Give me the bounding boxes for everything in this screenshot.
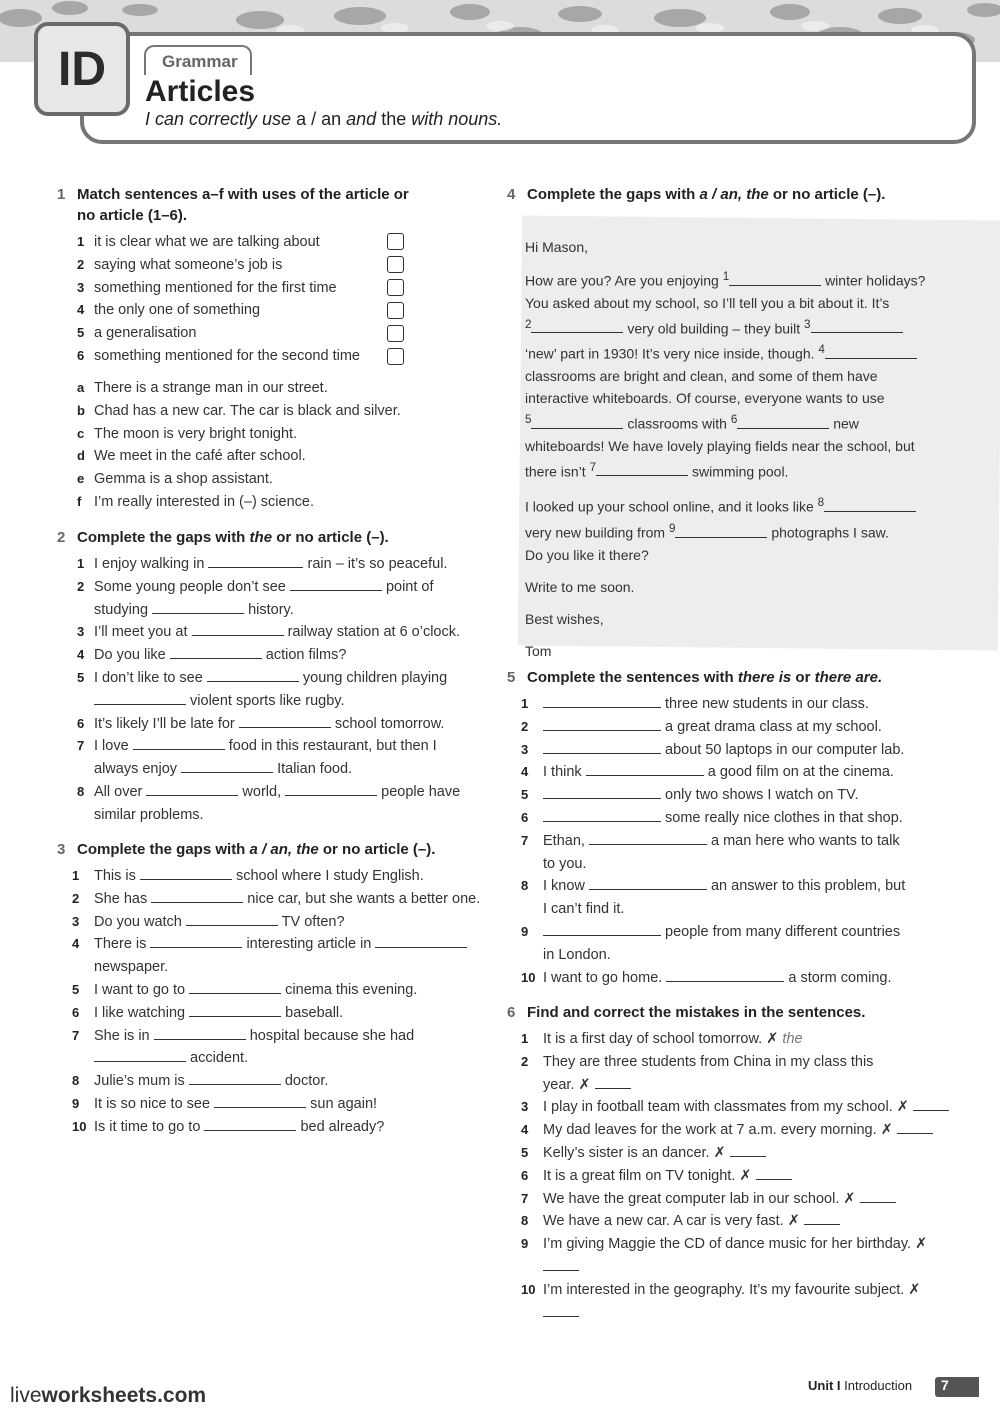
letter-text: Hi Mason, How are you? Are you enjoying $^1$ winter holidays? You asked about my school, so I’ll tell you a bit about it. It’s $^2$ very old building – they built $^3$ ‘new’ part in 1930! It’s very nice inside, though. $^4$ classrooms are bright and clean, and some of them have interactive whiteboards. Of course, everyone wants to use $^5$ classrooms with $^6$ new whiteboards! We have lovely playing fields near the school, but there isn’t $^7$ swimming pool. I looked up your school online, and it looks like $^8$ very new building from $^9$ photographs I saw. Do you like it there? Write to me soon. Best wishes, Tom [525,239,926,659]
gap[interactable] [543,924,661,936]
gap[interactable] [140,868,232,880]
exercise-1-heading: 1 Match sentences a–f with uses of the article or no article (1–6). [57,186,409,224]
gap[interactable] [675,526,767,538]
gap[interactable] [189,1073,281,1085]
gap[interactable] [170,647,262,659]
gap[interactable] [152,602,244,614]
gap[interactable] [543,1259,579,1271]
gap[interactable] [804,1213,840,1225]
gap[interactable] [151,891,243,903]
gap[interactable] [729,274,821,286]
page-number: 7 [935,1377,979,1397]
gap[interactable] [133,738,225,750]
gap[interactable] [189,1005,281,1017]
gap[interactable] [589,878,707,890]
page-subtitle: I can correctly use a / an and the with nouns. [145,109,503,129]
gap[interactable] [154,1028,246,1040]
gap[interactable] [860,1191,896,1203]
answer-box-4[interactable] [387,302,404,319]
gap[interactable] [204,1119,296,1131]
exercise-1-uses: 1 it is clear what we are talking about 2 saying what someone’s job is 3 something mentioned for the first time 4 the only one of something 5 a generalisation 6 something mentioned for the second time [77,234,360,364]
exercise-4-heading: 4 Complete the gaps with a / an, the or no article (–). [507,186,886,203]
gap[interactable] [189,982,281,994]
exercise-2-list: 1 I enjoy walking in rain – it’s so peaceful. 2 Some young people don’t see point of studying history. 3 I’ll meet you at railway station at 6 o’clock. 4 Do you like action films? 5 I don’t like to see young children playing violent sports like rugby. 6 It’s likely I’ll be late for school tomorrow. 7 I love food in this restaurant, but then I always enjoy Italian food. 8 All over world, people have similar problems. [77,556,461,823]
gap[interactable] [543,1305,579,1317]
gap[interactable] [543,742,661,754]
gap[interactable] [375,936,467,948]
gap[interactable] [589,833,707,845]
unit-badge: ID [34,22,130,116]
exercise-6-heading: 6 Find and correct the mistakes in the sentences. [507,1004,866,1021]
gap[interactable] [146,784,238,796]
gap[interactable] [181,761,273,773]
gap[interactable] [543,787,661,799]
unit-label: Unit I Introduction [808,1378,913,1393]
answer-box-3[interactable] [387,279,404,296]
gap[interactable] [811,321,903,333]
gap[interactable] [737,417,829,429]
gap[interactable] [531,321,623,333]
gap[interactable] [595,1077,631,1089]
gap[interactable] [586,764,704,776]
exercise-6-list: 1 It is a first day of school tomorrow. ✗ the 2 They are three students from China in my class this year. ✗ 3 I play in football team with classmates from my school. ✗ 4 My dad leaves for the work at 7 a.m. every morning. ✗ 5 Kelly’s sister is an dancer. ✗ 6 It is a great film on TV tonight. ✗ 7 We have the great computer lab in our school. ✗ 8 We have a new car. A car is very fast. ✗ 9 I’m giving Maggie the CD of dance music for her birthday. ✗ 10 I’m interested in the geography. It’s my favourite subject. ✗ [521,1028,949,1324]
gap[interactable] [666,970,784,982]
answer-box-1[interactable] [387,233,404,250]
answer-box-5[interactable] [387,325,404,342]
exercise-5-heading: 5 Complete the sentences with there is or there are. [507,669,883,686]
gap[interactable] [756,1168,792,1180]
gap[interactable] [824,500,916,512]
gap[interactable] [208,556,303,568]
gap[interactable] [239,716,331,728]
exercise-5-list: 1 three new students in our class. 2 a great drama class at my school. 3 about 50 laptops in our computer lab. 4 I think a good film on at the cinema. 5 only two shows I watch on TV. 6 some really nice clothes in that shop. 7 Ethan, a man here who wants to talk to you. 8 I know an answer to this problem, but I can’t find it. 9 people from many different countries in London. 10 I want to go home. a storm coming. [521,696,906,986]
gap[interactable] [543,719,661,731]
gap[interactable] [214,1096,306,1108]
gap[interactable] [150,936,242,948]
page-title: Articles [145,75,256,108]
exercise-1-sentences: a There is a strange man in our street. b Chad has a new car. The car is black and silver. c The moon is very bright tonight. d We meet in the café after school. e Gemma is a shop assistant. f I’m really interested in (–) science. [77,380,401,510]
answer-box-2[interactable] [387,256,404,273]
gap[interactable] [543,696,661,708]
exercise-3-list: 1 This is school where I study English. 2 She has nice car, but she wants a better one. 3 Do you watch TV often? 4 There is interesting article in newspaper. 5 I want to go to cinema this evening. 6 I like watching baseball. 7 She is in hospital because she had accident. 8 Julie’s mum is doctor. 9 It is so nice to see sun again! 10 Is it time to go to bed already? [72,868,481,1135]
exercise-3-heading: 3 Complete the gaps with a / an, the or no article (–). [57,841,436,858]
answer-box-6[interactable] [387,348,404,365]
gap[interactable] [596,464,688,476]
gap[interactable] [94,1050,186,1062]
exercise-2-heading: 2 Complete the gaps with the or no article (–). [57,529,389,546]
gap[interactable] [543,810,661,822]
liveworksheets-logo: liveworksheets.com [10,1384,207,1407]
gap[interactable] [207,670,299,682]
grammar-tab: Grammar [144,45,252,75]
gap[interactable] [290,579,382,591]
gap[interactable] [913,1099,949,1111]
gap[interactable] [897,1122,933,1134]
gap[interactable] [94,693,186,705]
gap[interactable] [825,347,917,359]
gap[interactable] [186,914,278,926]
gap[interactable] [285,784,377,796]
gap[interactable] [192,624,284,636]
gap[interactable] [730,1145,766,1157]
gap[interactable] [531,417,623,429]
